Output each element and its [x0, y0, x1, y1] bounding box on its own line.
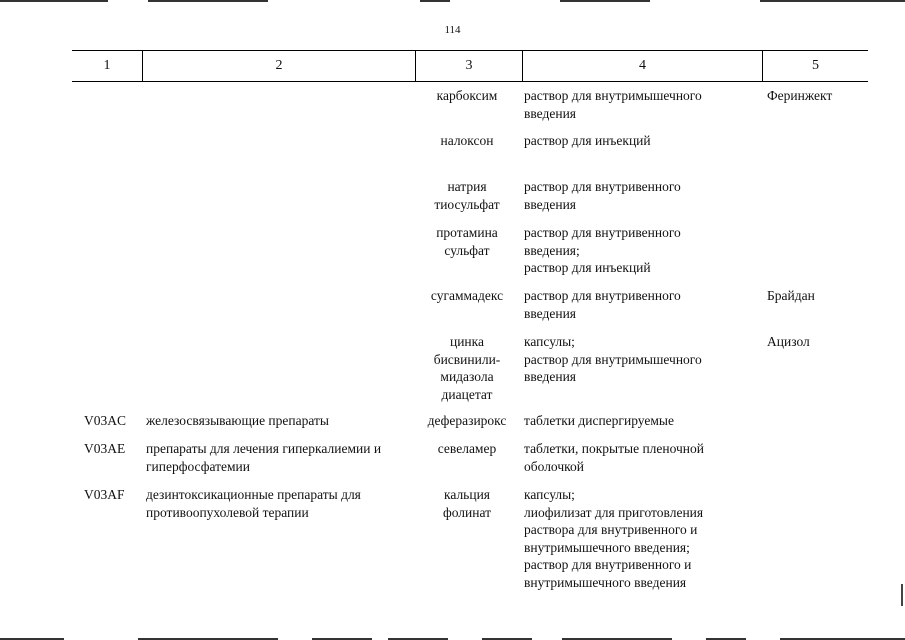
cell-group-line: железосвязывающие препараты — [146, 413, 329, 428]
cell-form — [524, 486, 760, 591]
cell-name-line: сульфат — [444, 242, 490, 258]
cell-form-line: таблетки диспергируемые — [524, 413, 674, 428]
cell-form — [524, 287, 760, 322]
cell-form — [524, 178, 760, 213]
scan-mark — [901, 584, 903, 606]
cell-form — [524, 224, 760, 277]
cell-code: V03AE — [84, 441, 126, 456]
cell-name — [416, 333, 518, 403]
cell-group — [146, 412, 414, 430]
cell-group-line: гиперфосфатемии — [146, 458, 250, 474]
cell-form-line: раствор для внутривенного и — [524, 557, 692, 572]
cell-form-line: раствора для внутривенного и — [524, 522, 698, 537]
header-col-2: 2 — [275, 58, 283, 73]
cell-name-line: сугаммадекс — [430, 288, 504, 303]
cell-form-line: раствор для внутримышечного — [524, 351, 702, 367]
cell-form-line: введения — [524, 305, 577, 321]
cell-form-line: введения — [524, 196, 577, 212]
page-number: 114 — [444, 24, 461, 36]
cell-form-line: лиофилизат для приготовления — [524, 504, 704, 520]
cell-trade-line: Брайдан — [767, 288, 815, 303]
cell-form — [524, 132, 760, 150]
cell-name — [416, 224, 518, 259]
cell-name-line: протамина — [436, 225, 498, 240]
cell-name-line: налоксон — [440, 133, 494, 148]
header-col-1: 1 — [103, 58, 111, 73]
cell-name — [416, 287, 518, 305]
cell-name-line: цинка — [449, 334, 485, 349]
cell-form-line: введения — [524, 369, 577, 384]
cell-trade-line: Феринжект — [767, 88, 833, 103]
cell-name — [416, 178, 518, 213]
cell-form-line: раствор для инъекций — [524, 133, 651, 148]
cell-form-line: раствор для внутримышечного — [524, 88, 702, 103]
cell-form-line: введения; — [524, 242, 580, 258]
scan-edge-top — [0, 0, 905, 2]
cell-name — [416, 440, 518, 458]
cell-name — [416, 412, 518, 430]
cell-form-line: капсулы; — [524, 334, 575, 349]
cell-name-line: карбоксим — [436, 88, 498, 103]
cell-group — [146, 486, 414, 521]
cell-name-line: фолинат — [442, 504, 492, 520]
cell-trade — [767, 287, 867, 305]
cell-group-line: дезинтоксикационные препараты для — [146, 487, 361, 502]
cell-group — [146, 440, 414, 475]
cell-form-line: внутримышечного введения — [524, 574, 687, 590]
cell-form-line: раствор для внутривенного — [524, 179, 681, 194]
cell-form — [524, 87, 760, 122]
cell-form-line: таблетки, покрытые пленочной — [524, 441, 705, 456]
cell-form — [524, 440, 760, 475]
cell-name — [416, 132, 518, 150]
cell-name-line: мидазола — [440, 369, 494, 384]
cell-name — [416, 87, 518, 105]
cell-name-line: деферазирокс — [427, 413, 507, 428]
cell-form-line: введения — [524, 105, 577, 121]
table-header — [72, 50, 868, 82]
header-col-4: 4 — [639, 58, 646, 73]
cell-form-line: капсулы; — [524, 487, 575, 502]
cell-form-line: внутримышечного введения; — [524, 539, 690, 555]
cell-form-line: раствор для внутривенного — [524, 225, 681, 240]
cell-group-line: препараты для лечения гиперкалиемии и — [146, 441, 382, 456]
cell-name-line: бисвинили- — [433, 351, 501, 367]
cell-form-line: раствор для инъекций — [524, 260, 651, 275]
cell-trade-line: Ацизол — [767, 334, 810, 349]
cell-name-line: натрия — [447, 179, 487, 194]
cell-trade — [767, 333, 867, 351]
cell-trade — [767, 87, 867, 105]
cell-name-line: диацетат — [441, 386, 493, 402]
cell-form — [524, 412, 760, 430]
cell-name-line: севеламер — [437, 441, 497, 456]
cell-group-line: противоопухолевой терапии — [146, 504, 309, 520]
cell-name — [416, 486, 518, 521]
cell-name-line: кальция — [443, 487, 491, 502]
cell-form-line: раствор для внутривенного — [524, 288, 681, 303]
cell-form — [524, 333, 760, 386]
cell-code: V03AF — [84, 487, 125, 502]
cell-name-line: тиосульфат — [434, 196, 500, 212]
header-col-5: 5 — [812, 58, 819, 73]
header-col-3: 3 — [465, 58, 473, 73]
cell-form-line: оболочкой — [524, 458, 584, 474]
cell-code: V03AC — [84, 413, 127, 428]
